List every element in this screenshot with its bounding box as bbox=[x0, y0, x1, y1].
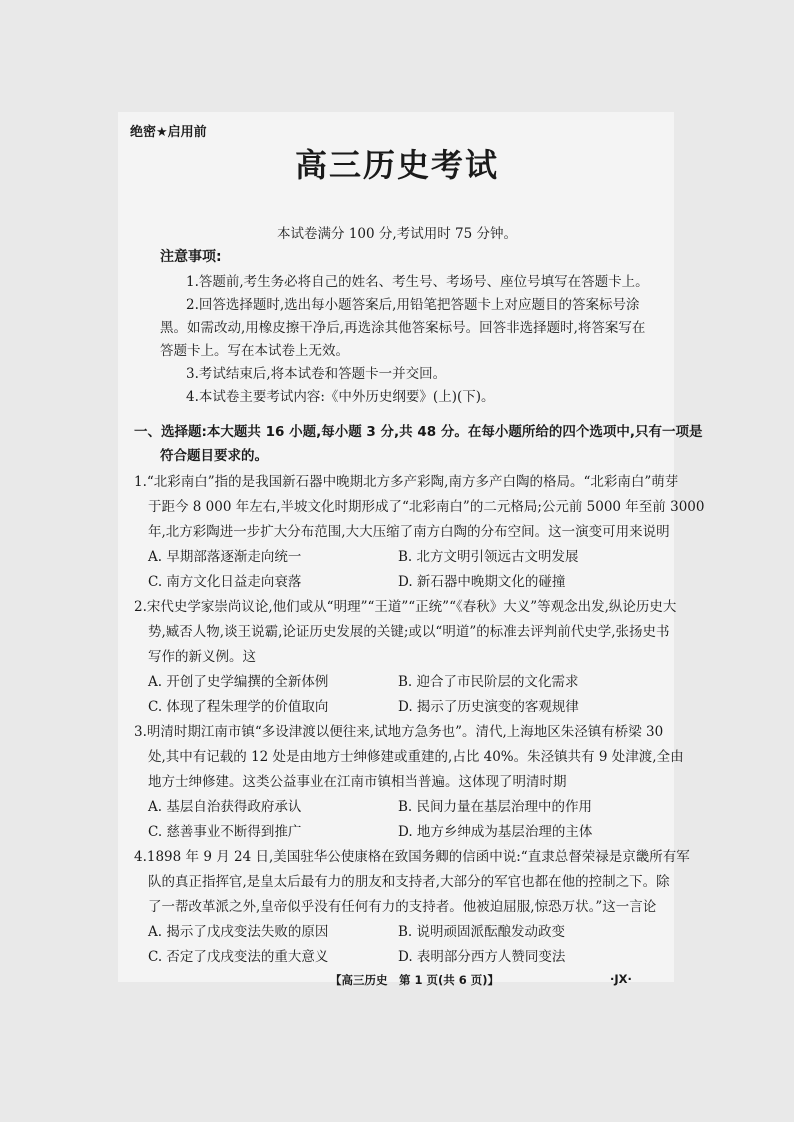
question-2-stem: 写作的新义例。这 bbox=[148, 649, 256, 665]
question-2-option-d: D. 揭示了历史演变的客观规律 bbox=[398, 699, 579, 715]
question-4-stem: 了一帮改革派之外,皇帝似乎没有任何有力的支持者。他被迫屈服,惊恐万状。”这一言论 bbox=[148, 899, 657, 915]
notice-title: 注意事项: bbox=[160, 249, 222, 265]
section-heading: 一、选择题:本大题共 16 小题,每小题 3 分,共 48 分。在每小题所给的四个选项中,只有一项是 bbox=[134, 424, 703, 440]
question-3-option-d: D. 地方乡绅成为基层治理的主体 bbox=[398, 824, 593, 840]
question-1-stem: 1.“北彩南白”指的是我国新石器中晚期北方多产彩陶,南方多产白陶的格局。“北彩南白”萌芽 bbox=[134, 474, 679, 490]
section-heading-cont: 符合题目要求的。 bbox=[160, 448, 268, 464]
question-4-option-a: A. 揭示了戊戌变法失败的原因 bbox=[148, 924, 329, 940]
question-1-option-d: D. 新石器中晚期文化的碰撞 bbox=[398, 574, 566, 590]
paper-code: ·JX· bbox=[610, 972, 632, 986]
question-4-stem: 队的真正指挥官,是皇太后最有力的朋友和支持者,大部分的军官也都在他的控制之下。除 bbox=[148, 874, 670, 890]
question-1-option-c: C. 南方文化日益走向衰落 bbox=[148, 574, 302, 590]
question-2-stem: 2.宋代史学家崇尚议论,他们或从“明理”“王道”“正统”“《春秋》大义”等观念出发,纵论历史大 bbox=[134, 599, 677, 615]
question-1-stem: 年,北方彩陶进一步扩大分布范围,大大压缩了南方白陶的分布空间。这一演变可用来说明 bbox=[148, 524, 670, 540]
question-3-stem: 处,其中有记载的 12 处是由地方士绅修建或重建的,占比 40%。朱泾镇共有 9 处津渡,全由 bbox=[148, 749, 684, 765]
notice-line: 2.回答选择题时,选出每小题答案后,用铅笔把答题卡上对应题目的答案标号涂 bbox=[186, 297, 640, 313]
question-4-option-c: C. 否定了戊戌变法的重大意义 bbox=[148, 949, 329, 965]
question-3-stem: 3.明清时期江南市镇“多设津渡以便往来,试地方急务也”。清代,上海地区朱泾镇有桥梁 30 bbox=[134, 724, 664, 740]
question-3-option-a: A. 基层自治获得政府承认 bbox=[148, 799, 302, 815]
notice-line: 4.本试卷主要考试内容:《中外历史纲要》(上)(下)。 bbox=[186, 389, 495, 405]
question-3-option-c: C. 慈善事业不断得到推广 bbox=[148, 824, 302, 840]
question-2-option-b: B. 迎合了市民阶层的文化需求 bbox=[398, 674, 579, 690]
question-4-option-d: D. 表明部分西方人赞同变法 bbox=[398, 949, 566, 965]
question-4-option-b: B. 说明顽固派酝酿发动政变 bbox=[398, 924, 566, 940]
question-1-option-a: A. 早期部落逐渐走向统一 bbox=[148, 549, 302, 565]
question-3-stem: 地方士绅修建。这类公益事业在江南市镇相当普遍。这体现了明清时期 bbox=[148, 774, 567, 790]
question-2-option-c: C. 体现了程朱理学的价值取向 bbox=[148, 699, 329, 715]
page-footer: 【高三历史 第 1 页(共 6 页)】 bbox=[330, 973, 500, 987]
notice-line: 3.考试结束后,将本试卷和答题卡一并交回。 bbox=[186, 366, 447, 382]
question-3-option-b: B. 民间力量在基层治理中的作用 bbox=[398, 799, 593, 815]
question-1-stem: 于距今 8 000 年左右,半坡文化时期形成了“北彩南白”的二元格局;公元前 5000 年至前 3000 bbox=[148, 499, 705, 515]
confidential-mark: 绝密★启用前 bbox=[130, 125, 207, 140]
exam-title: 高三历史考试 bbox=[294, 146, 499, 184]
question-4-stem: 4.1898 年 9 月 24 日,美国驻华公使康格在致国务卿的信函中说:“直隶总督荣禄是京畿所有军 bbox=[134, 849, 690, 865]
exam-subtitle: 本试卷满分 100 分,考试用时 75 分钟。 bbox=[277, 226, 517, 242]
notice-line: 1.答题前,考生务必将自己的姓名、考生号、考场号、座位号填写在答题卡上。 bbox=[186, 274, 649, 290]
question-1-option-b: B. 北方文明引领远古文明发展 bbox=[398, 549, 579, 565]
notice-line: 答题卡上。写在本试卷上无效。 bbox=[160, 343, 349, 359]
question-2-option-a: A. 开创了史学编撰的全新体例 bbox=[148, 674, 329, 690]
question-2-stem: 势,臧否人物,谈王说霸,论证历史发展的关键;或以“明道”的标准去评判前代史学,张扬史书 bbox=[148, 624, 670, 640]
notice-line: 黑。如需改动,用橡皮擦干净后,再选涂其他答案标号。回答非选择题时,将答案写在 bbox=[160, 320, 646, 336]
